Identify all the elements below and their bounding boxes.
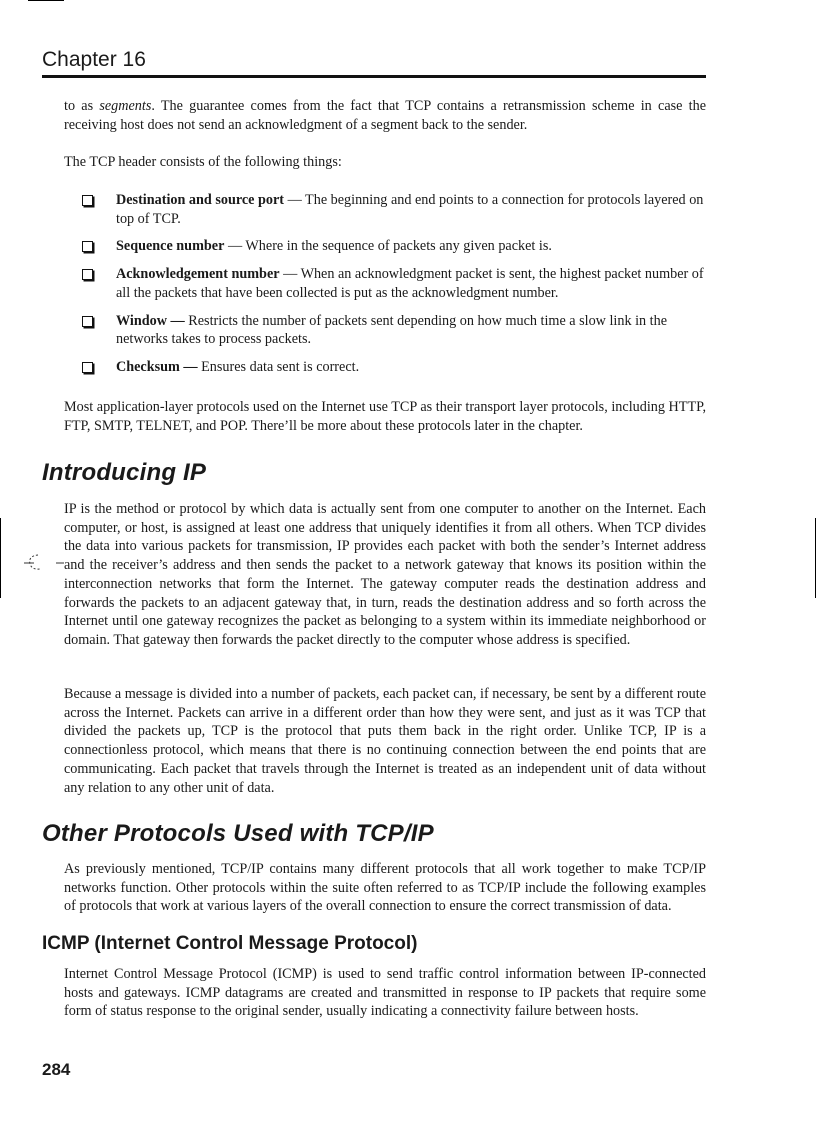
list-item-desc: — When an acknowledgment packet is sent, the highest packet number of all the packets that have been collected is put as the acknowledgment number.: [116, 266, 704, 301]
application-protocols-paragraph: [64, 398, 706, 435]
ip-paragraph-1: [64, 500, 706, 650]
checkbox-bullet-icon: [82, 241, 93, 252]
list-item: [82, 312, 706, 349]
intro-text-end: . The guarantee comes from the fact that TCP contains a retransmission scheme in case the receiving host does not send an acknowledgment of a segment back to the sender.: [64, 98, 707, 133]
intro-text-start: to as: [64, 98, 100, 114]
tcp-header-lead-in: The TCP header consists of the following things:: [64, 154, 342, 170]
intro-paragraph-1: [64, 97, 706, 134]
list-item: [82, 358, 706, 377]
checkbox-bullet-icon: [82, 362, 93, 373]
heading-icmp: ICMP (Internet Control Message Protocol): [42, 933, 418, 954]
list-item-term: Checksum —: [116, 358, 198, 375]
segments-term: segments: [99, 98, 152, 114]
other-protocols-paragraph: [64, 860, 706, 916]
paragraph-text: Internet Control Message Protocol (ICMP) is used to send traffic control information between IP-connected hosts and gateways. ICMP datagrams are created and transmitted in response to IP packets that require some form of status response to the original sender, usually indicating a connectivity failure between hosts.: [64, 966, 706, 1020]
margin-registration-mark: [24, 552, 64, 572]
checkbox-bullet-icon: [82, 316, 93, 327]
paragraph-text: Most application-layer protocols used on the Internet use TCP as their transport layer protocols, including HTTP, FTP, SMTP, TELNET, and POP. There’ll be more about these protocols later in the chapter.: [64, 399, 706, 434]
checkbox-bullet-icon: [82, 269, 93, 280]
checkbox-bullet-icon: [82, 195, 93, 206]
list-item-desc: — The beginning and end points to a connection for protocols layered on top of TCP.: [116, 192, 704, 227]
list-item-term: Acknowledgement number: [116, 266, 280, 283]
list-item-term: Sequence number: [116, 238, 225, 255]
list-item: [82, 265, 706, 302]
icmp-paragraph: [64, 965, 706, 1021]
list-item-term: Destination and source port: [116, 192, 285, 208]
heading-other-protocols: Other Protocols Used with TCP/IP: [42, 820, 434, 847]
heading-introducing-ip: Introducing IP: [42, 459, 207, 486]
list-item-desc: — Where in the sequence of packets any given packet is.: [224, 238, 552, 255]
chapter-header: Chapter 16: [42, 46, 706, 78]
paragraph-text: IP is the method or protocol by which data is actually sent from one computer to another on the Internet. Each computer, or host, is assigned at least one address that uniquely identifies it from all others. When TCP divides the data into various packets for transmission, IP provides each packet with both the sender’s Internet address and the receiver’s address and then sends the packet to a network gateway that knows its position within the interconnection networks that form the Internet. The gateway computer reads the destination address and forwards the packets to an adjacent gateway that, in turn, reads the destination address and so forth across the Internet until one gateway recognizes the packet as belonging to a system within its immediate neighborhood or domain. That gateway then forwards the packet directly to the computer whose address is specified.: [64, 501, 706, 648]
crop-mark-left: [0, 518, 1, 598]
intro-paragraph-2: [64, 153, 706, 172]
crop-mark-top: [28, 0, 64, 1]
tcp-header-list: [82, 191, 706, 377]
page-number: 284: [42, 1060, 71, 1079]
list-item-desc: Ensures data sent is correct.: [197, 358, 360, 375]
list-item-term: Window —: [116, 312, 185, 329]
list-item: [82, 237, 706, 256]
paragraph-text: As previously mentioned, TCP/IP contains many different protocols that all work together to make TCP/IP networks function. Other protocols within the suite often referred to as TCP/IP include the following examples of protocols that work at various layers of the overall connection to ensure the correct transmission of data.: [64, 861, 706, 915]
ip-paragraph-2: [64, 685, 706, 797]
list-item: [82, 191, 706, 228]
list-item-desc: Restricts the number of packets sent depending on how much time a slow link in the networks takes to process packets.: [116, 312, 668, 348]
paragraph-text: Because a message is divided into a number of packets, each packet can, if necessary, be sent by a different route across the Internet. Packets can arrive in a different order than how they were sent, and just as it was TCP that divided the packets up, TCP is the protocol that puts them back in the right order. Unlike TCP, IP is a connectionless protocol, which means that there is no continuing connection between the end points that are communicating. Each packet that travels through the Internet is treated as an independent unit of data without any relation to any other unit of data.: [64, 686, 706, 796]
